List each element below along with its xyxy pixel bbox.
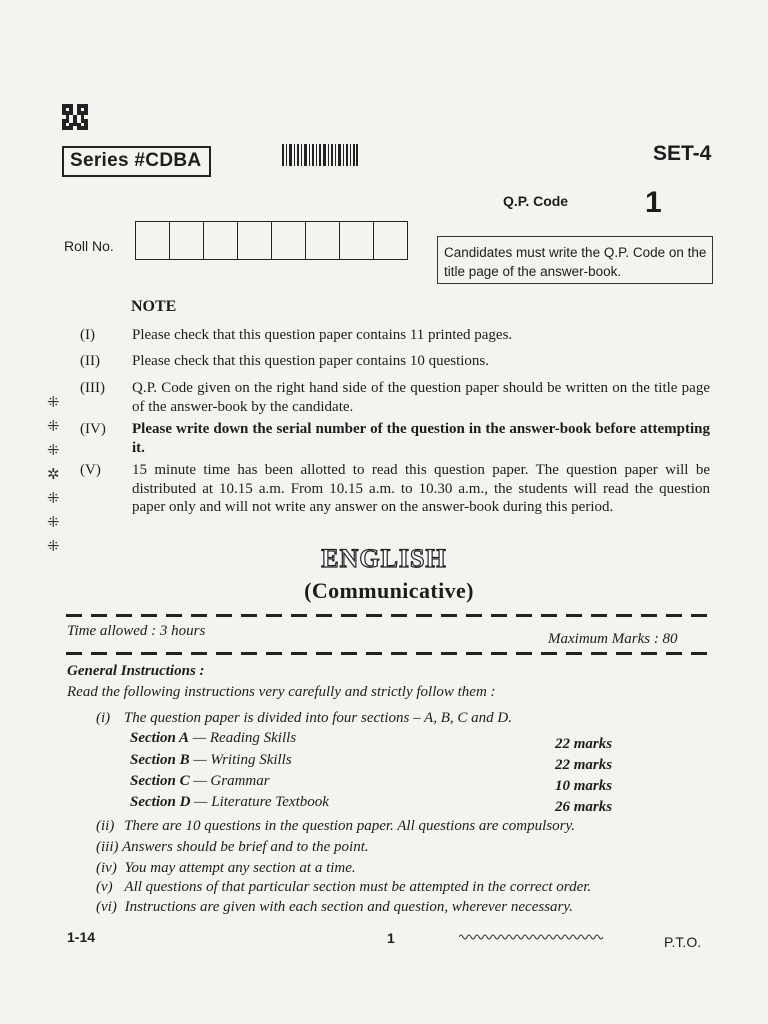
subject-title: ENGLISH — [321, 544, 447, 573]
series-label: Series #CDBA — [62, 146, 211, 177]
footer-code: 1-14 — [67, 929, 96, 945]
squiggle-decoration — [459, 933, 603, 941]
dashed-divider — [66, 614, 712, 617]
flower-icon: ⁜ — [47, 515, 60, 531]
section-marks: 26 marks — [555, 799, 613, 815]
section-topic: — Grammar — [193, 773, 270, 789]
section-row — [130, 730, 296, 747]
instruction-item — [96, 838, 369, 856]
instruction-item — [96, 817, 575, 835]
instruction-number: (iii) — [96, 839, 119, 855]
section-name: Section B — [130, 752, 190, 768]
roll-no-label: Roll No. — [64, 238, 114, 254]
instruction-number: (iv) — [96, 860, 117, 876]
flower-icon: ⁜ — [47, 443, 60, 459]
instruction-number: (ii) — [96, 818, 115, 834]
roll-no-box[interactable] — [272, 222, 306, 259]
instruction-item — [96, 859, 356, 877]
section-marks: 10 marks — [555, 778, 613, 794]
candidates-note-box: Candidates must write the Q.P. Code on the title page of the answer-book. — [437, 236, 713, 284]
instruction-item — [96, 878, 591, 896]
section-topic: — Literature Textbook — [194, 794, 329, 810]
section-marks: 22 marks — [555, 757, 613, 773]
note-item-text: 15 minute time has been allotted to read this question paper. The question paper will be distributed at 10.15 a.m. From 10.15 a.m. to 10.30 a.m., the students will read the question paper only and will not write any answer on the answer-book during this period. — [132, 462, 710, 515]
instruction-number: (i) — [96, 710, 111, 726]
time-allowed: Time allowed : 3 hours — [67, 623, 206, 639]
section-topic: — Reading Skills — [192, 730, 297, 746]
flower-icon: ⁜ — [47, 419, 60, 435]
roll-no-boxes[interactable] — [135, 221, 408, 260]
flower-icon: ✲ — [47, 467, 60, 483]
set-label: SET-4 — [653, 142, 712, 165]
section-name: Section A — [130, 730, 190, 746]
note-item-number: (V) — [80, 462, 101, 478]
roll-no-box[interactable] — [204, 222, 238, 259]
subject-subtitle: (Communicative) — [304, 578, 474, 603]
section-name: Section C — [130, 773, 190, 789]
note-item-text: Please check that this question paper contains 11 printed pages. — [132, 327, 513, 343]
instruction-item — [96, 898, 573, 916]
dashed-divider — [66, 652, 712, 655]
section-marks: 22 marks — [555, 736, 613, 752]
roll-no-box[interactable] — [306, 222, 340, 259]
qr-code-icon — [62, 104, 88, 130]
instruction-text: Answers should be brief and to the point. — [121, 839, 369, 855]
note-item-number: (I) — [80, 327, 95, 343]
section-row — [130, 773, 270, 790]
instruction-number: (v) — [96, 879, 113, 895]
roll-no-box[interactable] — [170, 222, 204, 259]
general-instructions-read: Read the following instructions very carefully and strictly follow them : — [67, 684, 496, 700]
qp-code-value: 1 — [645, 186, 662, 219]
section-row — [130, 794, 329, 811]
qp-code-label: Q.P. Code — [503, 193, 569, 209]
instruction-number: (vi) — [96, 899, 117, 915]
instruction-item — [96, 709, 512, 727]
roll-no-box[interactable] — [374, 222, 407, 259]
instruction-text: You may attempt any section at a time. — [124, 860, 356, 876]
general-instructions-title: General Instructions : — [67, 663, 205, 679]
flower-icon: ⁜ — [47, 491, 60, 507]
instruction-text: All questions of that particular section must be attempted in the correct order. — [124, 879, 592, 895]
instruction-text: The question paper is divided into four sections – A, B, C and D. — [123, 710, 512, 726]
flower-icon: ⁜ — [47, 539, 60, 555]
roll-no-box[interactable] — [238, 222, 272, 259]
section-row — [130, 752, 292, 769]
section-name: Section D — [130, 794, 191, 810]
note-item-number: (III) — [80, 380, 105, 396]
roll-no-box[interactable] — [340, 222, 374, 259]
instruction-text: There are 10 questions in the question paper. All questions are compulsory. — [124, 818, 576, 834]
note-item-text: Please write down the serial number of the question in the answer-book before attempting it. — [132, 421, 710, 456]
barcode-icon — [282, 144, 358, 166]
section-topic: — Writing Skills — [193, 752, 292, 768]
roll-no-box[interactable] — [136, 222, 170, 259]
instruction-text: Instructions are given with each section and question, wherever necessary. — [124, 899, 573, 915]
note-item-text: Please check that this question paper contains 10 questions. — [132, 353, 490, 369]
maximum-marks: Maximum Marks : 80 — [548, 631, 678, 647]
note-item-number: (IV) — [80, 421, 106, 437]
note-title: NOTE — [131, 298, 177, 315]
note-item-text: Q.P. Code given on the right hand side of the question paper should be written on the title page of the answer-book by the candidate. — [132, 380, 710, 415]
note-item-number: (II) — [80, 353, 100, 369]
footer-pto: P.T.O. — [664, 934, 702, 950]
footer-page-number: 1 — [387, 930, 395, 946]
flower-icon: ⁜ — [47, 395, 60, 411]
